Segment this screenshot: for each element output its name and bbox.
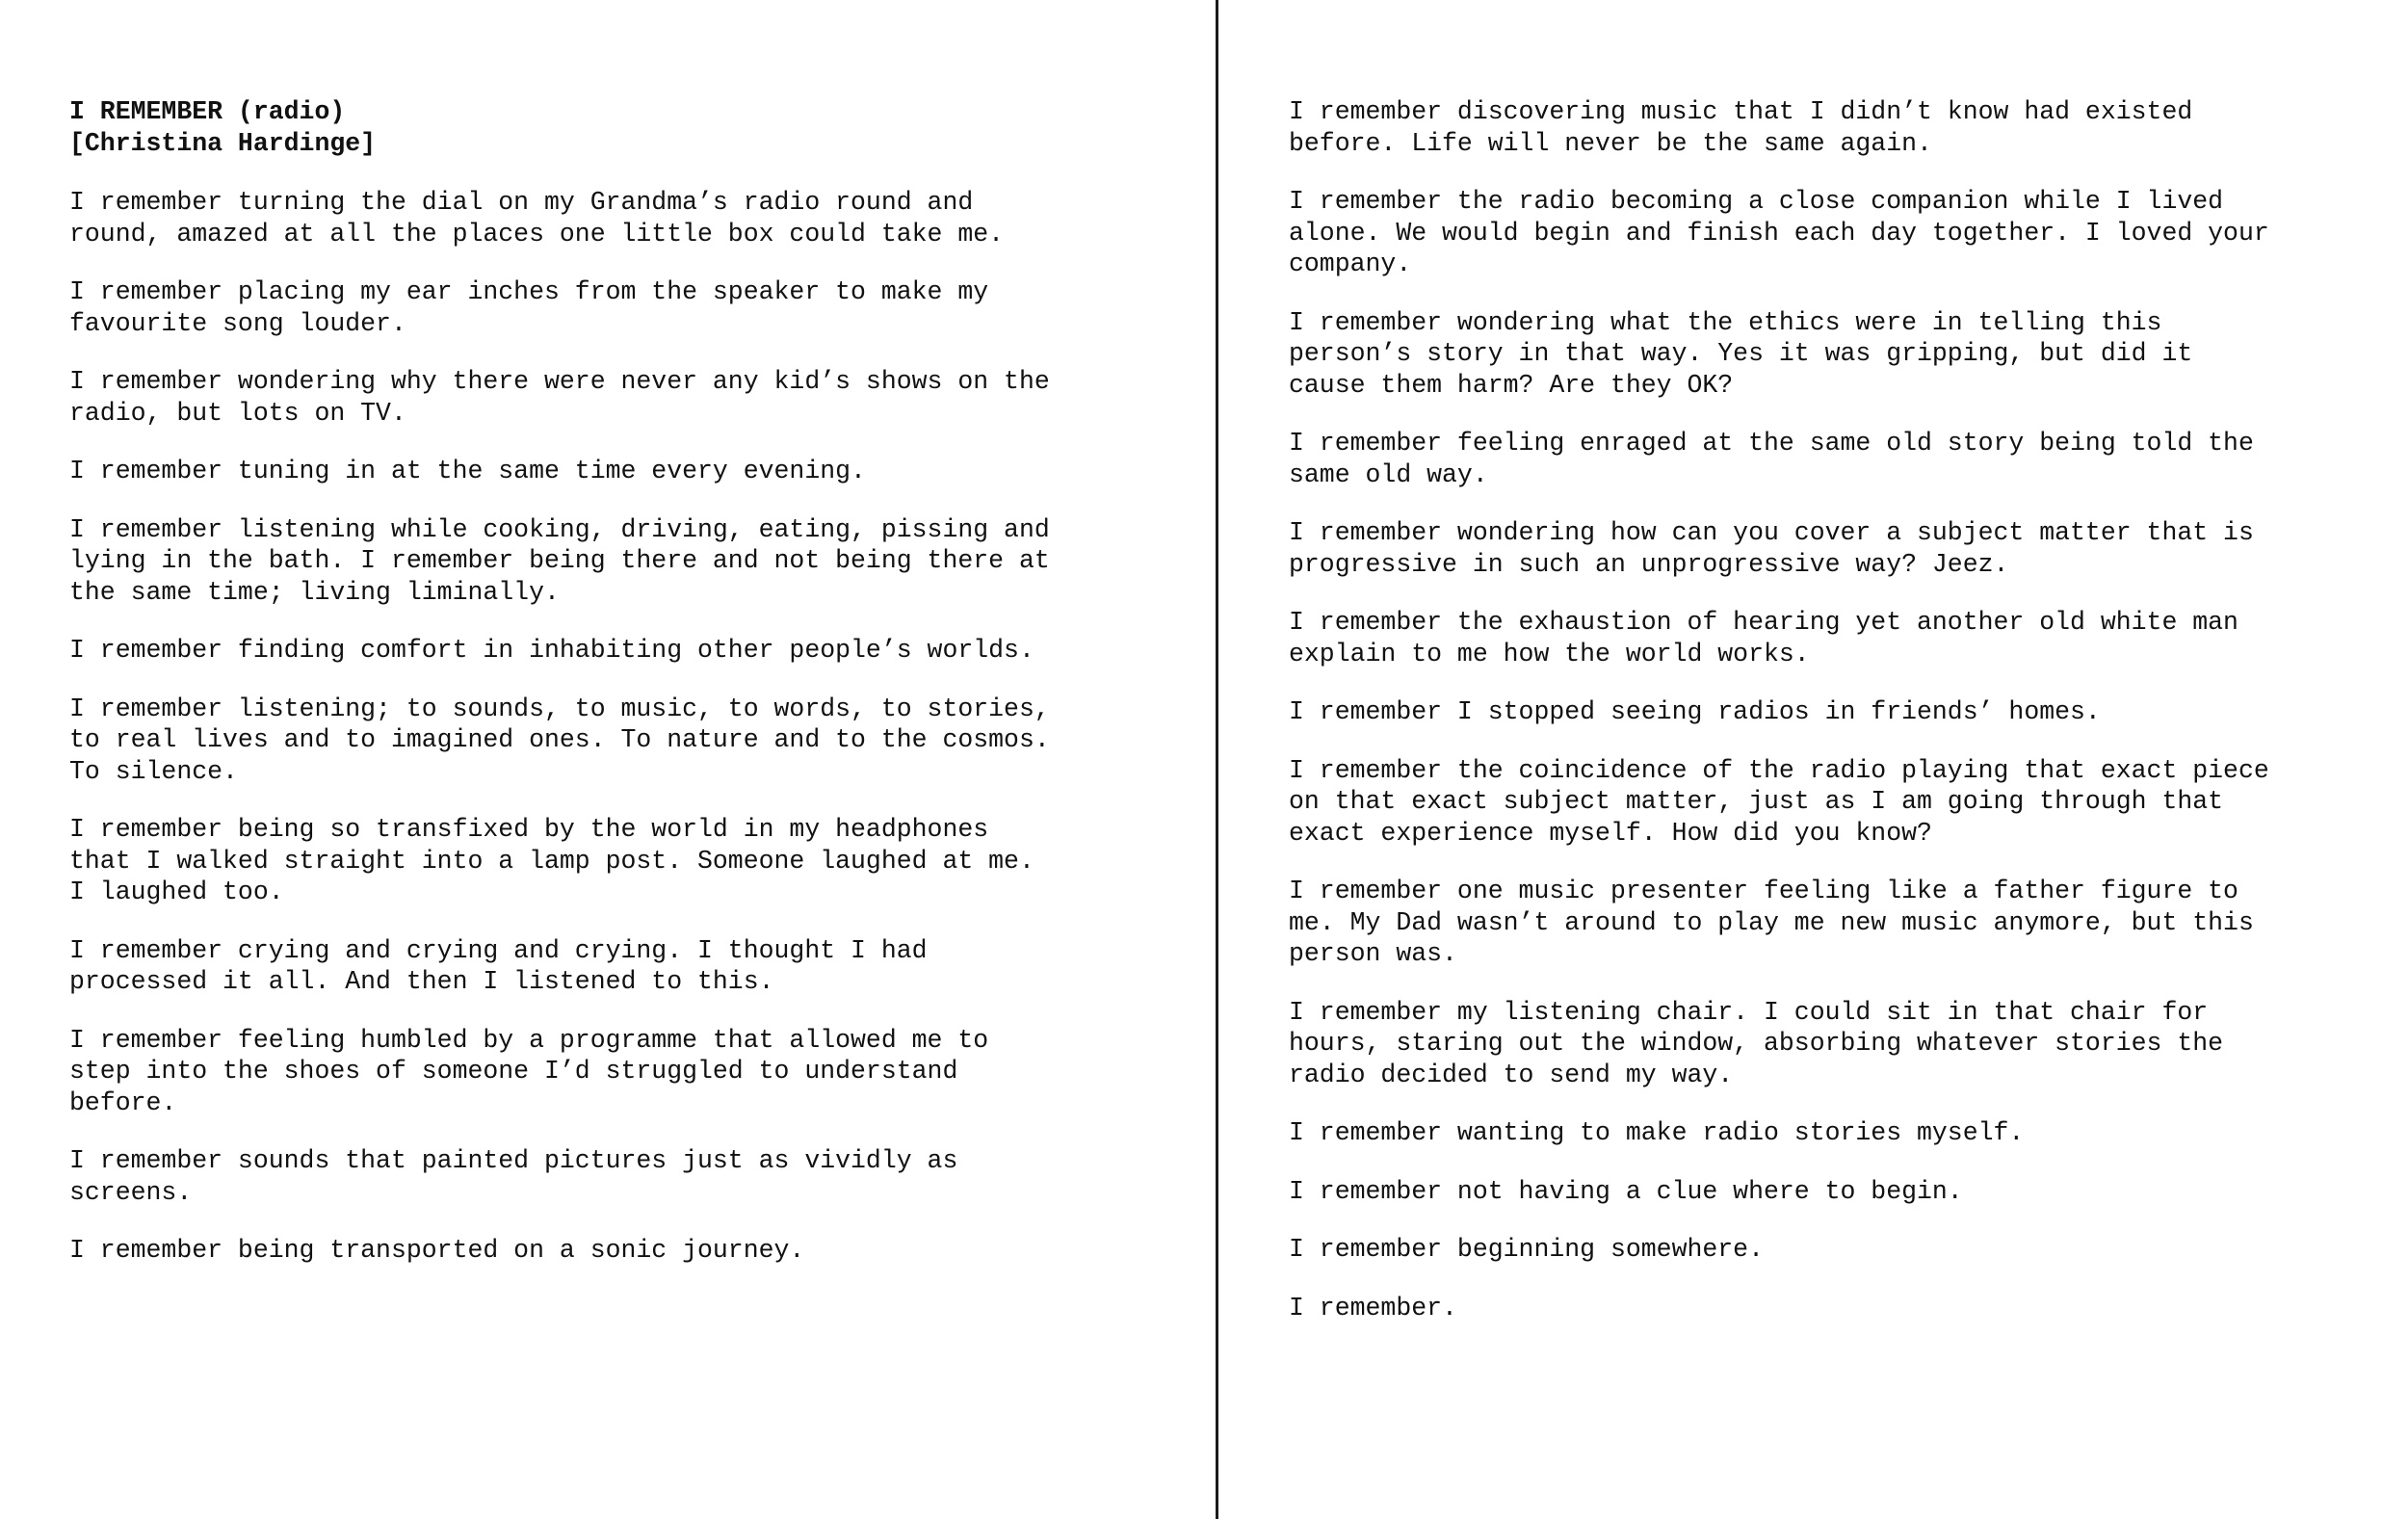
poem-title-block [69, 96, 1216, 160]
text-line: person’s story in that way. Yes it was gripping, but did it [1289, 339, 2193, 368]
paragraph [1289, 876, 2408, 970]
paragraph [69, 276, 1216, 339]
paragraph [1289, 696, 2408, 728]
text-line: cause them harm? Are they OK? [1289, 370, 1734, 400]
text-line: round, amazed at all the places one little box could take me. [69, 219, 1005, 249]
text-line: processed it all. And then I listened to this. [69, 967, 774, 996]
text-line: I remember finding comfort in inhabiting other people’s worlds. [69, 636, 1034, 665]
left-page-paragraphs [69, 187, 1216, 1267]
paragraph [1289, 1234, 2408, 1266]
paragraph [69, 456, 1216, 487]
paragraph [1289, 186, 2408, 280]
paragraph [69, 1145, 1216, 1208]
paragraph [1289, 607, 2408, 669]
paragraph [1289, 1176, 2408, 1208]
text-line: I remember I stopped seeing radios in friends’ homes. [1289, 697, 2101, 726]
poem-author: [Christina Hardinge] [69, 129, 377, 158]
text-line: company. [1289, 249, 1412, 278]
text-line: step into the shoes of someone I’d struggled to understand [69, 1057, 958, 1086]
paragraph [69, 1025, 1216, 1119]
paragraph [69, 366, 1216, 429]
text-line: I remember the exhaustion of hearing yet another old white man [1289, 608, 2238, 637]
text-line: I remember wondering how can you cover a subject matter that is [1289, 518, 2254, 547]
text-line: person was. [1289, 939, 1457, 968]
text-line: screens. [69, 1177, 193, 1207]
text-line: I remember discovering music that I didn’t know had existed [1289, 97, 2193, 126]
text-line: explain to me how the world works. [1289, 639, 1810, 668]
text-line: to real lives and to imagined ones. To nature and to the cosmos. [69, 725, 1050, 754]
paragraph [1289, 96, 2408, 159]
text-line: before. [69, 1087, 177, 1117]
text-line: I remember one music presenter feeling like a father figure to [1289, 877, 2238, 905]
page-divider [1216, 0, 1218, 1519]
paragraph [69, 635, 1216, 667]
text-line: I laughed too. [69, 877, 284, 906]
paragraph [1289, 1117, 2408, 1149]
poem-title: I REMEMBER (radio) [69, 97, 346, 126]
right-page [1219, 0, 2408, 1519]
text-line: To silence. [69, 756, 238, 786]
paragraph [1289, 755, 2408, 850]
text-line: I remember crying and crying and crying. I thought I had [69, 935, 928, 965]
paragraph [69, 814, 1216, 908]
text-line: I remember wanting to make radio stories myself. [1289, 1118, 2025, 1147]
text-line: I remember listening; to sounds, to music, to words, to stories, [69, 694, 1050, 723]
paragraph [1289, 1293, 2408, 1324]
paragraph [1289, 428, 2408, 490]
text-line: radio, but lots on TV. [69, 398, 406, 428]
paragraph [1289, 517, 2408, 580]
paragraph [69, 935, 1216, 998]
paragraph [1289, 307, 2408, 402]
text-line: radio decided to send my way. [1289, 1060, 1734, 1089]
text-line: I remember being so transfixed by the world in my headphones [69, 815, 989, 844]
text-line: that I walked straight into a lamp post. Someone laughed at me. [69, 846, 1034, 876]
text-line: on that exact subject matter, just as I am going through that [1289, 787, 2224, 816]
text-line: I remember the radio becoming a close companion while I lived [1289, 187, 2224, 216]
text-line: I remember the coincidence of the radio playing that exact piece [1289, 755, 2269, 785]
text-line: exact experience myself. How did you know? [1289, 818, 1932, 848]
paragraph [69, 694, 1216, 788]
text-line: alone. We would begin and finish each day together. I loved your [1289, 218, 2269, 248]
right-page-paragraphs [1289, 96, 2408, 1323]
text-line: I remember beginning somewhere. [1289, 1235, 1764, 1264]
text-line: the same time; living liminally. [69, 577, 560, 607]
text-line: I remember tuning in at the same time every evening. [69, 457, 866, 485]
text-line: I remember not having a clue where to begin. [1289, 1176, 1963, 1206]
text-line: I remember sounds that painted pictures just as vividly as [69, 1146, 958, 1175]
text-line: progressive in such an unprogressive way? Jeez. [1289, 549, 2009, 579]
text-line: I remember my listening chair. I could sit in that chair for [1289, 997, 2209, 1027]
text-line: favourite song louder. [69, 308, 406, 338]
paragraph [1289, 997, 2408, 1091]
text-line: I remember listening while cooking, driving, eating, pissing and [69, 514, 1050, 544]
text-line: I remember wondering why there were never any kid’s shows on the [69, 367, 1050, 396]
text-line: I remember placing my ear inches from the speaker to make my [69, 277, 989, 306]
text-line: me. My Dad wasn’t around to play me new music anymore, but this [1289, 907, 2254, 937]
text-line: hours, staring out the window, absorbing whatever stories the [1289, 1029, 2224, 1058]
text-line: before. Life will never be the same again. [1289, 128, 1932, 158]
text-line: I remember feeling humbled by a programme that allowed me to [69, 1025, 989, 1055]
text-line: same old way. [1289, 459, 1488, 489]
text-line: I remember wondering what the ethics were in telling this [1289, 307, 2162, 337]
text-line: I remember. [1289, 1293, 1457, 1323]
text-line: I remember feeling enraged at the same old story being told the [1289, 429, 2254, 458]
text-line: I remember being transported on a sonic journey. [69, 1236, 805, 1265]
text-line: I remember turning the dial on my Grandma’s radio round and [69, 188, 974, 217]
paragraph [69, 514, 1216, 609]
text-line: lying in the bath. I remember being there and not being there at [69, 546, 1050, 575]
paragraph [69, 1235, 1216, 1267]
paragraph [69, 187, 1216, 249]
